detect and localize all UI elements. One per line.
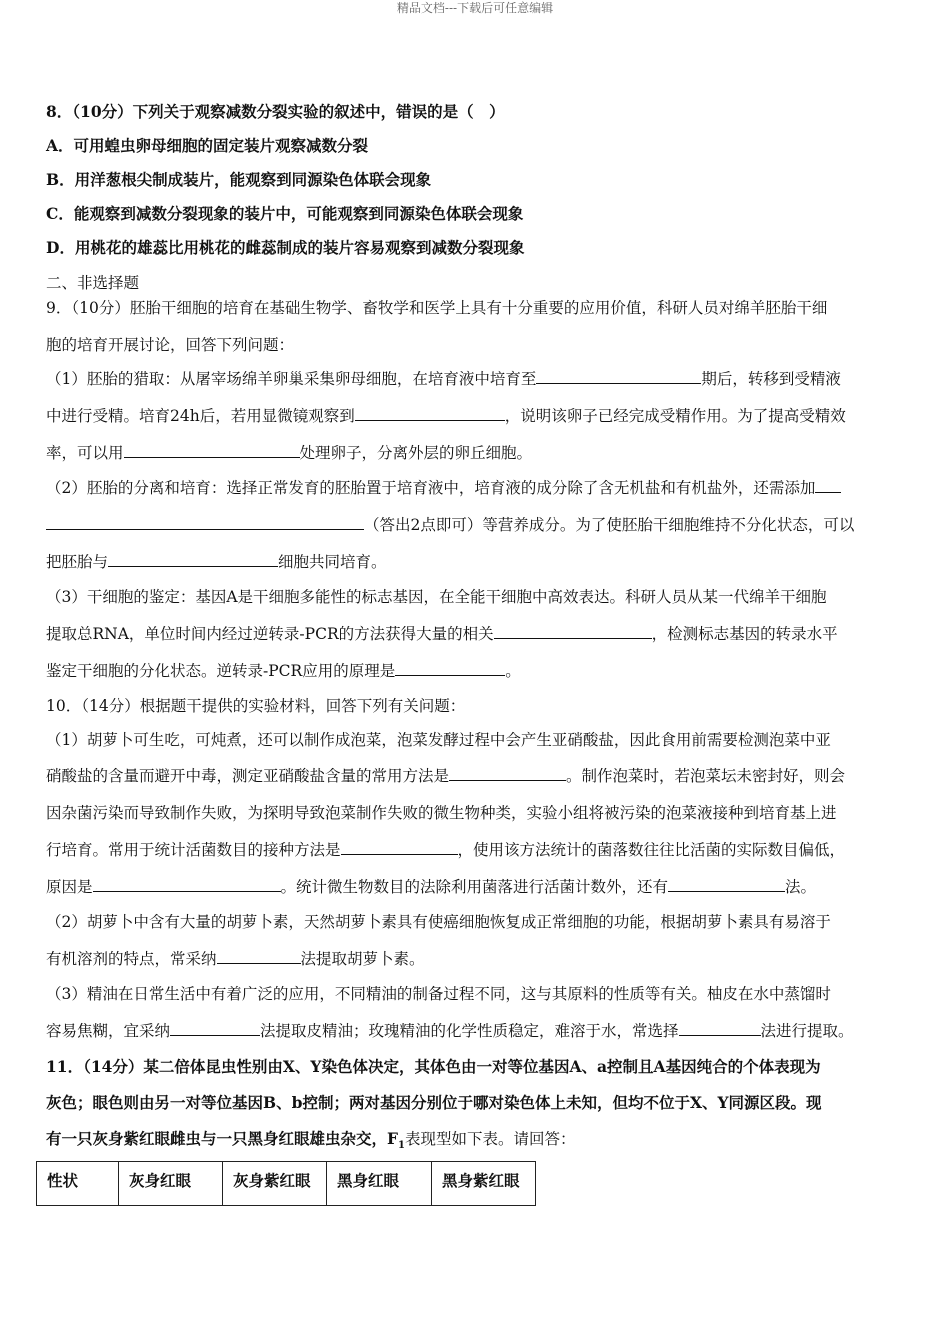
- q11-line-2: 灰色；眼色则由另一对等位基因B、b控制；两对基因分别位于哪对染色体上未知，但均不位于X、Y同源区段。现: [46, 1093, 822, 1112]
- q9-text: 提取总RNA，单位时间内经过逆转录-PCR的方法获得大量的相关: [46, 625, 494, 643]
- q10-part3-line1: （3）精油在日常生活中有着广泛的应用，不同精油的制备过程不同，这与其原料的性质等有关。柚皮在水中蒸馏时: [46, 985, 831, 1003]
- table-header-cell: 黑身紫红眼: [432, 1162, 536, 1206]
- q9-part2-line1: [46, 476, 906, 500]
- q10-text: 行培育。常用于统计活菌数目的接种方法是: [46, 841, 341, 859]
- q10-part1-line5: [46, 875, 906, 899]
- q9-text: 把胚胎与: [46, 553, 109, 571]
- q9-text: 细胞共同培育。: [278, 553, 387, 571]
- q9-text: 期后，转移到受精液: [701, 370, 841, 388]
- table-header-cell: 性状: [37, 1162, 119, 1206]
- q9-text: 处理卵子，分离外层的卵丘细胞。: [299, 444, 533, 462]
- table-header-cell: 灰身紫红眼: [223, 1162, 327, 1206]
- table-header-cell: 黑身红眼: [327, 1162, 432, 1206]
- q10-text: 容易焦糊，宜采纳: [46, 1022, 171, 1040]
- phenotype-table: [36, 1161, 536, 1206]
- q9-text: ，检测标志基因的转录水平: [651, 625, 838, 643]
- q8-option-a: A．可用蝗虫卵母细胞的固定装片观察减数分裂: [46, 136, 369, 155]
- q9-line-1: 9．（10分）胚胎干细胞的培育在基础生物学、畜牧学和医学上具有十分重要的应用价值，科研人员对绵羊胚胎干细: [46, 299, 828, 317]
- q10-text: ，使用该方法统计的菌落数往往比活菌的实际数目偏低，: [457, 841, 846, 859]
- answer-blank: [395, 659, 505, 676]
- q10-part1-line2: [46, 764, 906, 788]
- q9-part2-line3: [46, 550, 906, 574]
- q8-option-c: C．能观察到减数分裂现象的装片中，可能观察到同源染色体联会现象: [46, 204, 524, 223]
- answer-blank: [355, 404, 505, 421]
- answer-blank: [217, 947, 301, 964]
- q10-part1-line4: [46, 838, 906, 862]
- table-header-row: [37, 1162, 536, 1206]
- q10-text: 有机溶剂的特点，常采纳: [46, 950, 217, 968]
- q9-part3-line1: （3）干细胞的鉴定：基因A是干细胞多能性的标志基因，在全能干细胞中高效表达。科研人员从某一代绵羊干细胞: [46, 588, 827, 606]
- q9-part3-line2: [46, 622, 906, 646]
- q10-part1-line1: （1）胡萝卜可生吃，可炖煮，还可以制作成泡菜，泡菜发酵过程中会产生亚硝酸盐，因此食用前需要检测泡菜中亚: [46, 731, 831, 749]
- answer-blank: [536, 367, 701, 384]
- q9-part2-line2: [46, 513, 906, 537]
- answer-blank: [341, 838, 458, 855]
- answer-blank: [668, 875, 785, 892]
- q11-line-3: [46, 1127, 906, 1158]
- section-heading: 二、非选择题: [46, 274, 140, 292]
- q10-text: 法。: [785, 878, 817, 896]
- q10-text: 法提取胡萝卜素。: [300, 950, 425, 968]
- q10-text: 法提取皮精油；玫瑰精油的化学性质稳定，难溶于水，常选择: [260, 1022, 679, 1040]
- table-header-cell: 灰身红眼: [119, 1162, 223, 1206]
- q10-line-1: 10．（14分）根据题干提供的实验材料，回答下列有关问题：: [46, 697, 466, 715]
- subscript: 1: [398, 1140, 405, 1152]
- q11-text: 表现型如下表。请回答：: [404, 1130, 576, 1148]
- answer-blank: [449, 764, 566, 781]
- q10-text: 原因是: [46, 878, 93, 896]
- q10-part3-line2: [46, 1019, 906, 1043]
- q10-text: 。制作泡菜时，若泡菜坛未密封好，则会: [566, 767, 846, 785]
- q9-text: （1）胚胎的猎取：从屠宰场绵羊卵巢采集卵母细胞，在培育液中培育至: [46, 370, 537, 388]
- answer-blank: [494, 622, 652, 639]
- answer-blank: [815, 476, 841, 493]
- q9-text: ，说明该卵子已经完成受精作用。为了提高受精效: [504, 407, 846, 425]
- q9-text: 。: [505, 662, 521, 680]
- q10-part2-line2: [46, 947, 906, 971]
- q9-part1-line2: [46, 404, 906, 428]
- q11-text: 有一只灰身紫红眼雌虫与一只黑身红眼雄虫杂交，F: [46, 1129, 399, 1148]
- q10-text: 硝酸盐的含量而避开中毒，测定亚硝酸盐含量的常用方法是: [46, 767, 450, 785]
- answer-blank: [124, 441, 300, 458]
- q8-option-b: B．用洋葱根尖制成装片，能观察到同源染色体联会现象: [46, 170, 432, 189]
- q9-text: （2）胚胎的分离和培育：选择正常发育的胚胎置于培育液中，培育液的成分除了含无机盐和有机盐外，还需添加: [46, 479, 816, 497]
- answer-blank: [46, 513, 364, 530]
- q9-part1-line3: [46, 441, 906, 465]
- answer-blank: [170, 1019, 260, 1036]
- q9-text: 鉴定干细胞的分化状态。逆转录-PCR应用的原理是: [46, 662, 396, 680]
- answer-blank: [93, 875, 281, 892]
- q9-line-2: 胞的培育开展讨论，回答下列问题：: [46, 336, 295, 354]
- answer-blank: [679, 1019, 761, 1036]
- q9-text: （答出2点即可）等营养成分。为了使胚胎干细胞维持不分化状态，可以: [364, 516, 855, 534]
- q9-text: 中进行受精。培育24h后，若用显微镜观察到: [46, 407, 355, 425]
- q10-part2-line1: （2）胡萝卜中含有大量的胡萝卜素，天然胡萝卜素具有使癌细胞恢复成正常细胞的功能，根据胡萝卜素具有易溶于: [46, 913, 831, 931]
- q9-part3-line3: [46, 659, 906, 683]
- q9-part1-line1: [46, 367, 906, 391]
- answer-blank: [108, 550, 278, 567]
- q10-text: 法进行提取。: [760, 1022, 854, 1040]
- q11-line-1: 11．（14分）某二倍体昆虫性别由X、Y染色体决定，其体色由一对等位基因A、a控制且A基因纯合的个体表现为: [46, 1057, 821, 1076]
- q10-part1-line3: 因杂菌污染而导致制作失败，为探明导致泡菜制作失败的微生物种类，实验小组将被污染的泡菜液接种到培育基上进: [46, 804, 837, 822]
- q8-stem: 8．（10分）下列关于观察减数分裂实验的叙述中，错误的是（ ）: [46, 102, 505, 121]
- q8-option-d: D．用桃花的雄蕊比用桃花的雌蕊制成的装片容易观察到减数分裂现象: [46, 238, 525, 257]
- q10-text: 。统计微生物数目的法除利用菌落进行活菌计数外，还有: [280, 878, 669, 896]
- page-header: 精品文档---下载后可任意编辑: [396, 1, 554, 15]
- q9-text: 率，可以用: [46, 444, 124, 462]
